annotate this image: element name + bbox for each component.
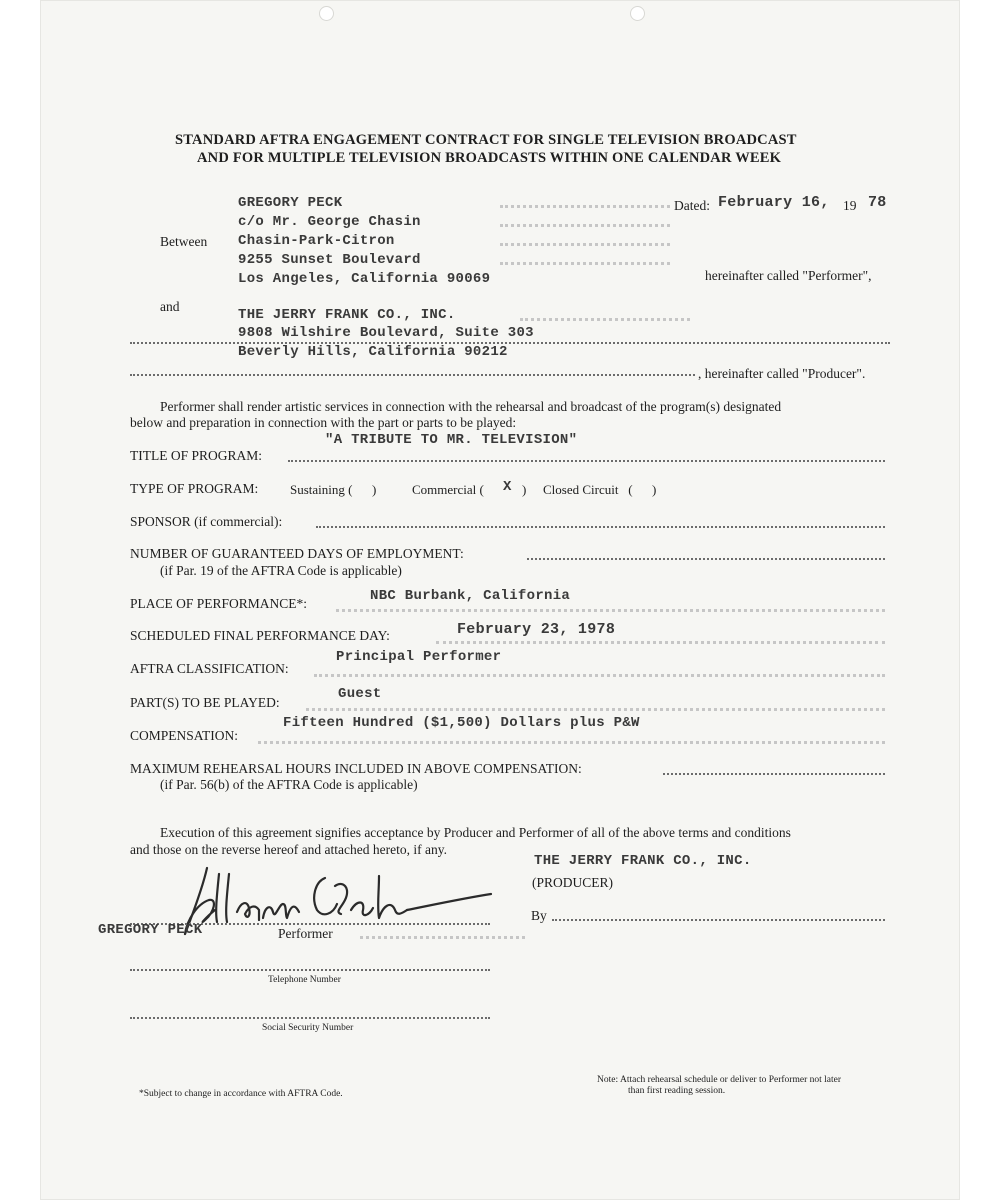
performer-typed-name: GREGORY PECK	[98, 922, 203, 938]
performer-address-line: Los Angeles, California 90069	[238, 271, 491, 287]
days-dotted-line	[527, 558, 885, 560]
attach-note-line1: Note: Attach rehearsal schedule or deliver to Performer not later	[597, 1075, 841, 1085]
faint-rule	[360, 936, 525, 939]
intro-text-line1: Performer shall render artistic services in connection with the rehearsal and broadcast of the program(s) designated	[160, 399, 782, 414]
ssn-label: Social Security Number	[262, 1023, 354, 1033]
title-dotted-line	[288, 460, 885, 462]
compensation-label: COMPENSATION:	[130, 728, 239, 743]
part-value: Guest	[338, 686, 382, 702]
title-label: TITLE OF PROGRAM:	[130, 448, 263, 463]
faint-rule	[520, 318, 690, 321]
punch-hole-right	[630, 6, 645, 21]
compensation-value: Fifteen Hundred ($1,500) Dollars plus P&W	[283, 715, 640, 731]
part-label: PART(S) TO BE PLAYED:	[130, 695, 280, 710]
dated-label: Dated:	[674, 198, 710, 213]
and-label: and	[160, 299, 180, 314]
producer-address-line: 9808 Wilshire Boulevard, Suite 303	[238, 325, 534, 341]
sponsor-label: SPONSOR (if commercial):	[130, 514, 283, 529]
by-signature-line	[552, 919, 885, 921]
producer-label: (PRODUCER)	[532, 875, 614, 890]
closed-circuit-option: Closed Circuit ( )	[543, 482, 657, 497]
telephone-line	[130, 969, 490, 971]
execution-text-line1: Execution of this agreement signifies acceptance by Producer and Performer of all of the above terms and conditions	[160, 825, 791, 840]
title-value: "A TRIBUTE TO MR. TELEVISION"	[325, 432, 578, 448]
performer-address-line: c/o Mr. George Chasin	[238, 214, 421, 230]
producer-dotted-line	[130, 374, 695, 376]
final-day-value: February 23, 1978	[457, 621, 616, 638]
classification-value: Principal Performer	[336, 649, 502, 665]
commercial-checkmark: X	[503, 479, 512, 495]
producer-address-line: Beverly Hills, California 90212	[238, 344, 508, 360]
days-label: NUMBER OF GUARANTEED DAYS OF EMPLOYMENT:	[130, 546, 464, 561]
dated-year: 78	[868, 194, 887, 211]
execution-text-line2: and those on the reverse hereof and attached hereto, if any.	[130, 842, 447, 857]
commercial-close-paren: )	[522, 482, 527, 497]
performer-handwritten-signature	[175, 860, 495, 940]
rehearsal-note: (if Par. 56(b) of the AFTRA Code is applicable)	[160, 777, 418, 792]
rehearsal-dotted-line	[663, 773, 885, 775]
final-day-label: SCHEDULED FINAL PERFORMANCE DAY:	[130, 628, 390, 643]
dated-century: 19	[843, 198, 857, 213]
producer-called-label: , hereinafter called "Producer".	[698, 366, 866, 381]
telephone-label: Telephone Number	[268, 975, 341, 985]
dated-value: February 16,	[718, 194, 830, 211]
by-label: By	[531, 908, 547, 923]
rehearsal-label: MAXIMUM REHEARSAL HOURS INCLUDED IN ABOVE COMPENSATION:	[130, 761, 582, 776]
between-label: Between	[160, 234, 208, 249]
commercial-option: Commercial (	[412, 482, 484, 497]
type-label: TYPE OF PROGRAM:	[130, 481, 259, 496]
place-value: NBC Burbank, California	[370, 588, 571, 604]
contract-title-line2: AND FOR MULTIPLE TELEVISION BROADCASTS WITHIN ONE CALENDAR WEEK	[197, 150, 782, 166]
faint-rule	[500, 205, 670, 208]
asterisk-footnote: *Subject to change in accordance with AFTRA Code.	[139, 1089, 343, 1099]
punch-hole-left	[319, 6, 334, 21]
faint-rule	[500, 224, 670, 227]
intro-text-line2: below and preparation in connection with the part or parts to be played:	[130, 415, 517, 430]
performer-address-line: Chasin-Park-Citron	[238, 233, 395, 249]
sponsor-dotted-line	[316, 526, 885, 528]
attach-note-line2: than first reading session.	[628, 1086, 726, 1096]
producer-name-line: THE JERRY FRANK CO., INC.	[238, 307, 456, 323]
performer-address-line: 9255 Sunset Boulevard	[238, 252, 421, 268]
faint-rule	[258, 741, 885, 744]
producer-signature-name: THE JERRY FRANK CO., INC.	[534, 853, 752, 869]
sustaining-option: Sustaining ( )	[290, 482, 377, 497]
contract-title-line1: STANDARD AFTRA ENGAGEMENT CONTRACT FOR SINGLE TELEVISION BROADCAST	[175, 132, 797, 148]
faint-rule	[336, 609, 885, 612]
place-label: PLACE OF PERFORMANCE*:	[130, 596, 308, 611]
faint-rule	[500, 243, 670, 246]
days-note: (if Par. 19 of the AFTRA Code is applicable)	[160, 563, 402, 578]
faint-rule	[306, 708, 885, 711]
faint-rule	[314, 674, 885, 677]
faint-rule	[436, 641, 885, 644]
performer-name-line: GREGORY PECK	[238, 195, 343, 211]
classification-label: AFTRA CLASSIFICATION:	[130, 661, 289, 676]
ssn-line	[130, 1017, 490, 1019]
faint-rule	[500, 262, 670, 265]
performer-label: Performer	[278, 926, 333, 941]
performer-called-label: hereinafter called "Performer",	[705, 268, 872, 283]
